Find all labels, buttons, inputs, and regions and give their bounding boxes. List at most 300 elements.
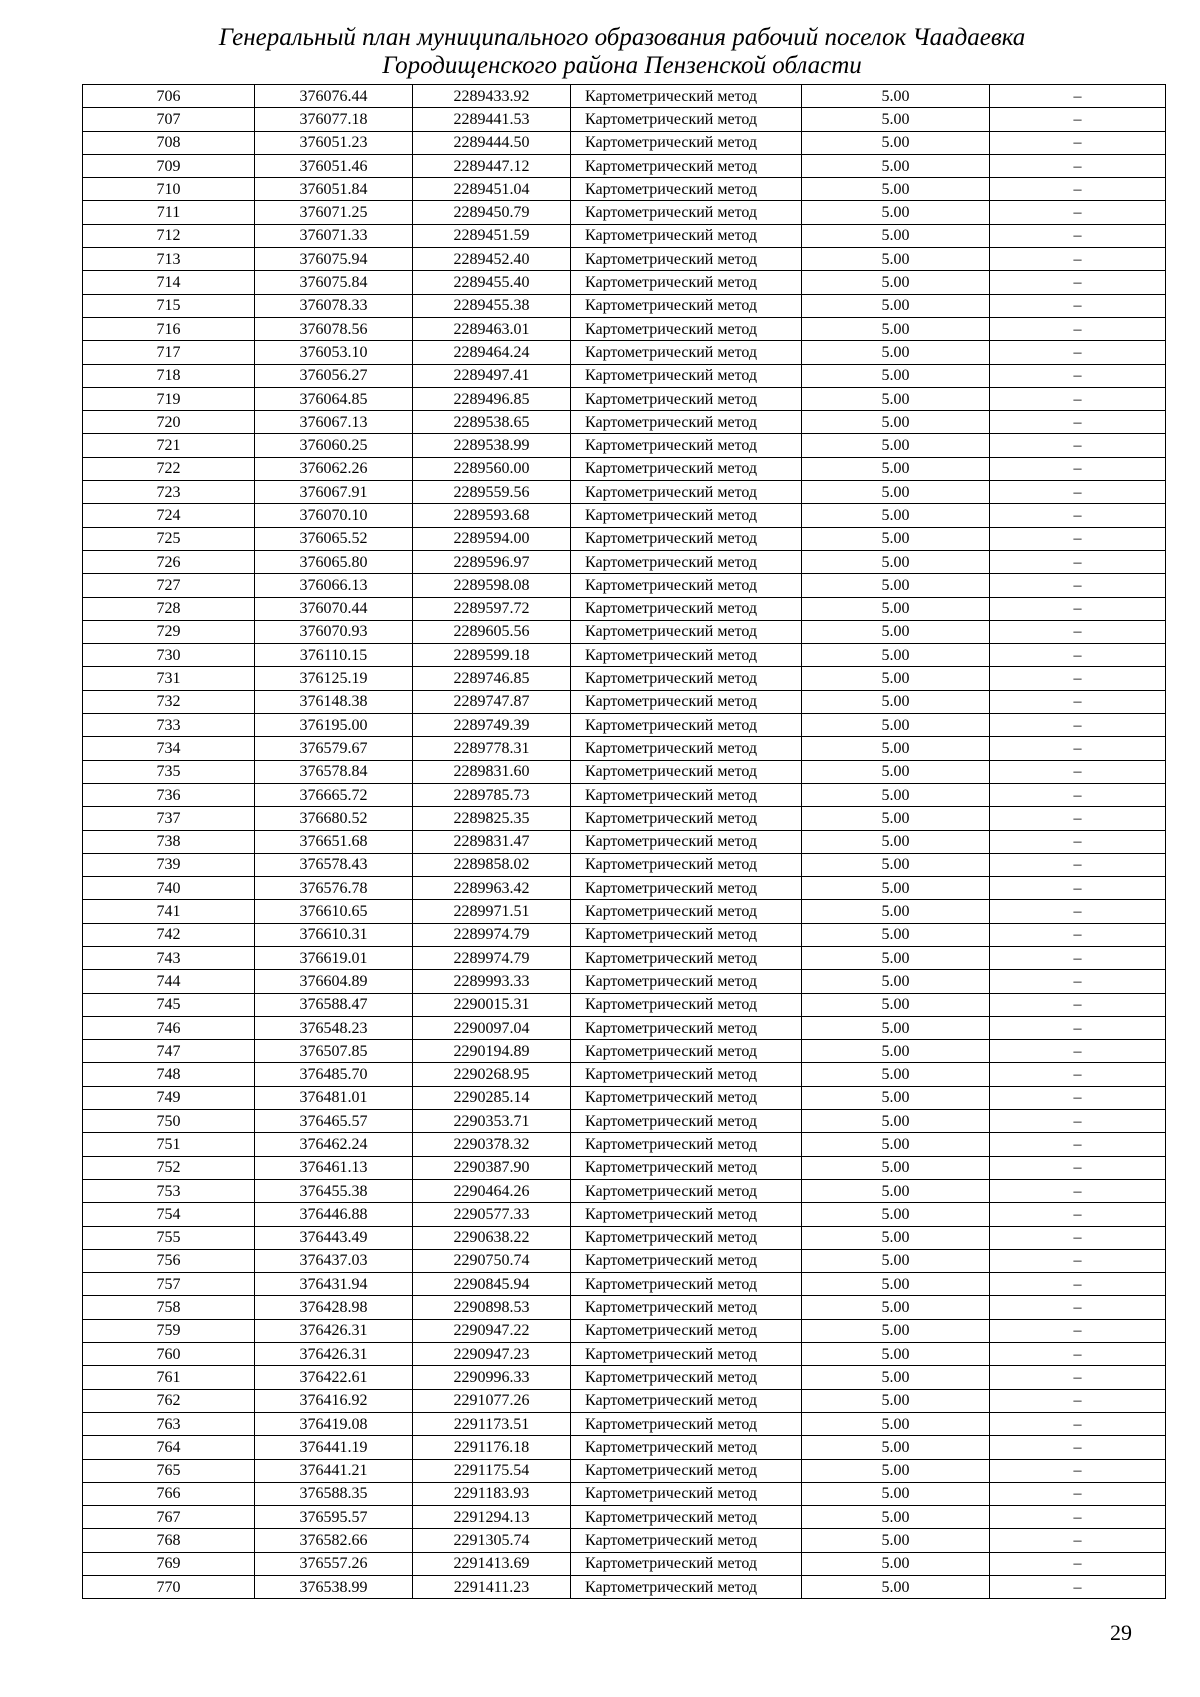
table-row [83, 248, 1166, 271]
table-row [83, 1506, 1166, 1529]
accuracy-cell: 5.00 [802, 411, 990, 434]
x-coordinate-cell: 376066.13 [255, 574, 413, 597]
method-cell: Картометрический метод [571, 1179, 802, 1202]
accuracy-cell: 5.00 [802, 341, 990, 364]
accuracy-cell: 5.00 [802, 108, 990, 131]
method-cell: Картометрический метод [571, 1343, 802, 1366]
note-cell: – [990, 1179, 1166, 1202]
x-coordinate-cell: 376455.38 [255, 1179, 413, 1202]
table-row [83, 1110, 1166, 1133]
point-number-cell: 734 [83, 737, 255, 760]
note-cell: – [990, 877, 1166, 900]
method-cell: Картометрический метод [571, 667, 802, 690]
y-coordinate-cell: 2289746.85 [413, 667, 571, 690]
method-cell: Картометрический метод [571, 1389, 802, 1412]
method-cell: Картометрический метод [571, 341, 802, 364]
method-cell: Картометрический метод [571, 597, 802, 620]
y-coordinate-cell: 2290097.04 [413, 1016, 571, 1039]
x-coordinate-cell: 376588.35 [255, 1482, 413, 1505]
x-coordinate-cell: 376070.44 [255, 597, 413, 620]
accuracy-cell: 5.00 [802, 993, 990, 1016]
y-coordinate-cell: 2289831.60 [413, 760, 571, 783]
x-coordinate-cell: 376077.18 [255, 108, 413, 131]
y-coordinate-cell: 2289451.59 [413, 224, 571, 247]
method-cell: Картометрический метод [571, 201, 802, 224]
point-number-cell: 729 [83, 620, 255, 643]
point-number-cell: 711 [83, 201, 255, 224]
accuracy-cell: 5.00 [802, 1273, 990, 1296]
table-row [83, 690, 1166, 713]
table-row [83, 481, 1166, 504]
table-row [83, 1296, 1166, 1319]
table-row [83, 807, 1166, 830]
y-coordinate-cell: 2289605.56 [413, 620, 571, 643]
note-cell: – [990, 457, 1166, 480]
page-number: 29 [1110, 1620, 1132, 1645]
method-cell: Картометрический метод [571, 131, 802, 154]
method-cell: Картометрический метод [571, 1552, 802, 1575]
method-cell: Картометрический метод [571, 411, 802, 434]
table-row [83, 877, 1166, 900]
point-number-cell: 740 [83, 877, 255, 900]
x-coordinate-cell: 376065.52 [255, 527, 413, 550]
point-number-cell: 706 [83, 85, 255, 108]
table-row [83, 154, 1166, 177]
x-coordinate-cell: 376071.33 [255, 224, 413, 247]
method-cell: Картометрический метод [571, 877, 802, 900]
x-coordinate-cell: 376065.80 [255, 550, 413, 573]
method-cell: Картометрический метод [571, 248, 802, 271]
accuracy-cell: 5.00 [802, 317, 990, 340]
y-coordinate-cell: 2290898.53 [413, 1296, 571, 1319]
note-cell: – [990, 714, 1166, 737]
method-cell: Картометрический метод [571, 1529, 802, 1552]
table-row [83, 923, 1166, 946]
note-cell: – [990, 1389, 1166, 1412]
point-number-cell: 716 [83, 317, 255, 340]
accuracy-cell: 5.00 [802, 690, 990, 713]
table-row [83, 434, 1166, 457]
accuracy-cell: 5.00 [802, 1436, 990, 1459]
method-cell: Картометрический метод [571, 481, 802, 504]
point-number-cell: 752 [83, 1156, 255, 1179]
y-coordinate-cell: 2289447.12 [413, 154, 571, 177]
accuracy-cell: 5.00 [802, 224, 990, 247]
method-cell: Картометрический метод [571, 1412, 802, 1435]
accuracy-cell: 5.00 [802, 364, 990, 387]
table-row [83, 737, 1166, 760]
point-number-cell: 739 [83, 853, 255, 876]
method-cell: Картометрический метод [571, 294, 802, 317]
note-cell: – [990, 131, 1166, 154]
table-row [83, 714, 1166, 737]
accuracy-cell: 5.00 [802, 1156, 990, 1179]
y-coordinate-cell: 2289451.04 [413, 178, 571, 201]
note-cell: – [990, 970, 1166, 993]
y-coordinate-cell: 2289963.42 [413, 877, 571, 900]
method-cell: Картометрический метод [571, 1249, 802, 1272]
y-coordinate-cell: 2290577.33 [413, 1203, 571, 1226]
note-cell: – [990, 85, 1166, 108]
method-cell: Картометрический метод [571, 178, 802, 201]
method-cell: Картометрический метод [571, 457, 802, 480]
accuracy-cell: 5.00 [802, 1133, 990, 1156]
table-row [83, 178, 1166, 201]
y-coordinate-cell: 2289831.47 [413, 830, 571, 853]
note-cell: – [990, 550, 1166, 573]
y-coordinate-cell: 2289858.02 [413, 853, 571, 876]
x-coordinate-cell: 376125.19 [255, 667, 413, 690]
method-cell: Картометрический метод [571, 1110, 802, 1133]
table-row [83, 760, 1166, 783]
y-coordinate-cell: 2291411.23 [413, 1576, 571, 1599]
method-cell: Картометрический метод [571, 1506, 802, 1529]
x-coordinate-cell: 376557.26 [255, 1552, 413, 1575]
table-row [83, 201, 1166, 224]
point-number-cell: 761 [83, 1366, 255, 1389]
method-cell: Картометрический метод [571, 946, 802, 969]
table-row [83, 1203, 1166, 1226]
point-number-cell: 753 [83, 1179, 255, 1202]
note-cell: – [990, 900, 1166, 923]
method-cell: Картометрический метод [571, 923, 802, 946]
accuracy-cell: 5.00 [802, 946, 990, 969]
y-coordinate-cell: 2289974.79 [413, 946, 571, 969]
accuracy-cell: 5.00 [802, 1296, 990, 1319]
accuracy-cell: 5.00 [802, 1412, 990, 1435]
y-coordinate-cell: 2289538.99 [413, 434, 571, 457]
point-number-cell: 730 [83, 644, 255, 667]
point-number-cell: 766 [83, 1482, 255, 1505]
accuracy-cell: 5.00 [802, 970, 990, 993]
x-coordinate-cell: 376075.94 [255, 248, 413, 271]
table-row [83, 993, 1166, 1016]
y-coordinate-cell: 2289463.01 [413, 317, 571, 340]
accuracy-cell: 5.00 [802, 481, 990, 504]
accuracy-cell: 5.00 [802, 783, 990, 806]
method-cell: Картометрический метод [571, 504, 802, 527]
point-number-cell: 721 [83, 434, 255, 457]
method-cell: Картометрический метод [571, 714, 802, 737]
point-number-cell: 747 [83, 1040, 255, 1063]
table-row [83, 1040, 1166, 1063]
note-cell: – [990, 620, 1166, 643]
method-cell: Картометрический метод [571, 807, 802, 830]
x-coordinate-cell: 376651.68 [255, 830, 413, 853]
y-coordinate-cell: 2289497.41 [413, 364, 571, 387]
accuracy-cell: 5.00 [802, 1040, 990, 1063]
method-cell: Картометрический метод [571, 1436, 802, 1459]
y-coordinate-cell: 2289749.39 [413, 714, 571, 737]
accuracy-cell: 5.00 [802, 1110, 990, 1133]
note-cell: – [990, 946, 1166, 969]
note-cell: – [990, 1459, 1166, 1482]
table-row [83, 1343, 1166, 1366]
x-coordinate-cell: 376051.84 [255, 178, 413, 201]
x-coordinate-cell: 376579.67 [255, 737, 413, 760]
point-number-cell: 755 [83, 1226, 255, 1249]
x-coordinate-cell: 376578.43 [255, 853, 413, 876]
accuracy-cell: 5.00 [802, 1506, 990, 1529]
point-number-cell: 756 [83, 1249, 255, 1272]
table-row [83, 527, 1166, 550]
y-coordinate-cell: 2289450.79 [413, 201, 571, 224]
x-coordinate-cell: 376426.31 [255, 1343, 413, 1366]
method-cell: Картометрический метод [571, 1366, 802, 1389]
x-coordinate-cell: 376110.15 [255, 644, 413, 667]
note-cell: – [990, 853, 1166, 876]
x-coordinate-cell: 376576.78 [255, 877, 413, 900]
x-coordinate-cell: 376462.24 [255, 1133, 413, 1156]
y-coordinate-cell: 2290353.71 [413, 1110, 571, 1133]
accuracy-cell: 5.00 [802, 131, 990, 154]
method-cell: Картометрический метод [571, 1296, 802, 1319]
accuracy-cell: 5.00 [802, 154, 990, 177]
point-number-cell: 762 [83, 1389, 255, 1412]
x-coordinate-cell: 376604.89 [255, 970, 413, 993]
method-cell: Картометрический метод [571, 783, 802, 806]
table-row [83, 620, 1166, 643]
table-row [83, 550, 1166, 573]
accuracy-cell: 5.00 [802, 201, 990, 224]
table-row [83, 597, 1166, 620]
accuracy-cell: 5.00 [802, 1576, 990, 1599]
y-coordinate-cell: 2289452.40 [413, 248, 571, 271]
method-cell: Картометрический метод [571, 1063, 802, 1086]
x-coordinate-cell: 376062.26 [255, 457, 413, 480]
y-coordinate-cell: 2291183.93 [413, 1482, 571, 1505]
table-row [83, 1156, 1166, 1179]
note-cell: – [990, 434, 1166, 457]
x-coordinate-cell: 376053.10 [255, 341, 413, 364]
y-coordinate-cell: 2290015.31 [413, 993, 571, 1016]
accuracy-cell: 5.00 [802, 1319, 990, 1342]
y-coordinate-cell: 2289433.92 [413, 85, 571, 108]
note-cell: – [990, 271, 1166, 294]
point-number-cell: 714 [83, 271, 255, 294]
note-cell: – [990, 1366, 1166, 1389]
accuracy-cell: 5.00 [802, 178, 990, 201]
point-number-cell: 732 [83, 690, 255, 713]
y-coordinate-cell: 2291176.18 [413, 1436, 571, 1459]
point-number-cell: 737 [83, 807, 255, 830]
point-number-cell: 749 [83, 1086, 255, 1109]
accuracy-cell: 5.00 [802, 457, 990, 480]
accuracy-cell: 5.00 [802, 550, 990, 573]
y-coordinate-cell: 2289444.50 [413, 131, 571, 154]
point-number-cell: 712 [83, 224, 255, 247]
table-row [83, 411, 1166, 434]
note-cell: – [990, 154, 1166, 177]
table-row [83, 1436, 1166, 1459]
accuracy-cell: 5.00 [802, 877, 990, 900]
table-row [83, 1389, 1166, 1412]
method-cell: Картометрический метод [571, 690, 802, 713]
accuracy-cell: 5.00 [802, 1389, 990, 1412]
note-cell: – [990, 644, 1166, 667]
point-number-cell: 759 [83, 1319, 255, 1342]
point-number-cell: 733 [83, 714, 255, 737]
x-coordinate-cell: 376416.92 [255, 1389, 413, 1412]
note-cell: – [990, 667, 1166, 690]
table-row [83, 317, 1166, 340]
y-coordinate-cell: 2290387.90 [413, 1156, 571, 1179]
x-coordinate-cell: 376680.52 [255, 807, 413, 830]
y-coordinate-cell: 2289599.18 [413, 644, 571, 667]
table-row [83, 341, 1166, 364]
point-number-cell: 717 [83, 341, 255, 364]
note-cell: – [990, 1226, 1166, 1249]
x-coordinate-cell: 376665.72 [255, 783, 413, 806]
accuracy-cell: 5.00 [802, 504, 990, 527]
note-cell: – [990, 1412, 1166, 1435]
x-coordinate-cell: 376538.99 [255, 1576, 413, 1599]
y-coordinate-cell: 2290378.32 [413, 1133, 571, 1156]
x-coordinate-cell: 376078.33 [255, 294, 413, 317]
y-coordinate-cell: 2289594.00 [413, 527, 571, 550]
note-cell: – [990, 504, 1166, 527]
method-cell: Картометрический метод [571, 387, 802, 410]
method-cell: Картометрический метод [571, 1203, 802, 1226]
x-coordinate-cell: 376578.84 [255, 760, 413, 783]
x-coordinate-cell: 376437.03 [255, 1249, 413, 1272]
y-coordinate-cell: 2289593.68 [413, 504, 571, 527]
method-cell: Картометрический метод [571, 1273, 802, 1296]
x-coordinate-cell: 376507.85 [255, 1040, 413, 1063]
point-number-cell: 751 [83, 1133, 255, 1156]
accuracy-cell: 5.00 [802, 1016, 990, 1039]
note-cell: – [990, 1529, 1166, 1552]
accuracy-cell: 5.00 [802, 737, 990, 760]
point-number-cell: 769 [83, 1552, 255, 1575]
table-row [83, 1086, 1166, 1109]
method-cell: Картометрический метод [571, 644, 802, 667]
x-coordinate-cell: 376070.10 [255, 504, 413, 527]
table-row [83, 1366, 1166, 1389]
y-coordinate-cell: 2289560.00 [413, 457, 571, 480]
point-number-cell: 707 [83, 108, 255, 131]
table-row [83, 1552, 1166, 1575]
y-coordinate-cell: 2289785.73 [413, 783, 571, 806]
note-cell: – [990, 411, 1166, 434]
x-coordinate-cell: 376067.91 [255, 481, 413, 504]
y-coordinate-cell: 2289778.31 [413, 737, 571, 760]
note-cell: – [990, 1133, 1166, 1156]
method-cell: Картометрический метод [571, 737, 802, 760]
point-number-cell: 748 [83, 1063, 255, 1086]
accuracy-cell: 5.00 [802, 1249, 990, 1272]
table-row [83, 131, 1166, 154]
method-cell: Картометрический метод [571, 317, 802, 340]
accuracy-cell: 5.00 [802, 1203, 990, 1226]
method-cell: Картометрический метод [571, 224, 802, 247]
table-row [83, 667, 1166, 690]
table-row [83, 364, 1166, 387]
table-row [83, 853, 1166, 876]
point-number-cell: 710 [83, 178, 255, 201]
accuracy-cell: 5.00 [802, 900, 990, 923]
table-row [83, 271, 1166, 294]
x-coordinate-cell: 376056.27 [255, 364, 413, 387]
method-cell: Картометрический метод [571, 364, 802, 387]
table-row [83, 1459, 1166, 1482]
accuracy-cell: 5.00 [802, 85, 990, 108]
note-cell: – [990, 1016, 1166, 1039]
note-cell: – [990, 1203, 1166, 1226]
table-row [83, 1179, 1166, 1202]
point-number-cell: 743 [83, 946, 255, 969]
y-coordinate-cell: 2291294.13 [413, 1506, 571, 1529]
point-number-cell: 725 [83, 527, 255, 550]
table-row [83, 1412, 1166, 1435]
note-cell: – [990, 481, 1166, 504]
point-number-cell: 728 [83, 597, 255, 620]
x-coordinate-cell: 376428.98 [255, 1296, 413, 1319]
table-row [83, 504, 1166, 527]
x-coordinate-cell: 376075.84 [255, 271, 413, 294]
method-cell: Картометрический метод [571, 108, 802, 131]
header-line-1: Генеральный план муниципального образования рабочий поселок Чаадаевка [218, 24, 1026, 51]
x-coordinate-cell: 376485.70 [255, 1063, 413, 1086]
note-cell: – [990, 1343, 1166, 1366]
point-number-cell: 746 [83, 1016, 255, 1039]
point-number-cell: 727 [83, 574, 255, 597]
point-number-cell: 723 [83, 481, 255, 504]
point-number-cell: 708 [83, 131, 255, 154]
y-coordinate-cell: 2289971.51 [413, 900, 571, 923]
x-coordinate-cell: 376461.13 [255, 1156, 413, 1179]
point-number-cell: 754 [83, 1203, 255, 1226]
x-coordinate-cell: 376426.31 [255, 1319, 413, 1342]
y-coordinate-cell: 2289455.40 [413, 271, 571, 294]
note-cell: – [990, 830, 1166, 853]
accuracy-cell: 5.00 [802, 644, 990, 667]
y-coordinate-cell: 2289825.35 [413, 807, 571, 830]
coordinates-table-body [83, 85, 1166, 1599]
x-coordinate-cell: 376619.01 [255, 946, 413, 969]
note-cell: – [990, 1319, 1166, 1342]
table-row [83, 387, 1166, 410]
table-row [83, 1273, 1166, 1296]
table-row [83, 457, 1166, 480]
y-coordinate-cell: 2290947.23 [413, 1343, 571, 1366]
note-cell: – [990, 1296, 1166, 1319]
point-number-cell: 744 [83, 970, 255, 993]
x-coordinate-cell: 376588.47 [255, 993, 413, 1016]
method-cell: Картометрический метод [571, 1156, 802, 1179]
method-cell: Картометрический метод [571, 1016, 802, 1039]
x-coordinate-cell: 376148.38 [255, 690, 413, 713]
table-row [83, 1226, 1166, 1249]
accuracy-cell: 5.00 [802, 434, 990, 457]
y-coordinate-cell: 2290194.89 [413, 1040, 571, 1063]
x-coordinate-cell: 376481.01 [255, 1086, 413, 1109]
method-cell: Картометрический метод [571, 1482, 802, 1505]
table-row [83, 1016, 1166, 1039]
method-cell: Картометрический метод [571, 85, 802, 108]
method-cell: Картометрический метод [571, 1459, 802, 1482]
note-cell: – [990, 248, 1166, 271]
method-cell: Картометрический метод [571, 1133, 802, 1156]
method-cell: Картометрический метод [571, 550, 802, 573]
note-cell: – [990, 737, 1166, 760]
method-cell: Картометрический метод [571, 970, 802, 993]
table-row [83, 85, 1166, 108]
y-coordinate-cell: 2290285.14 [413, 1086, 571, 1109]
accuracy-cell: 5.00 [802, 387, 990, 410]
note-cell: – [990, 294, 1166, 317]
accuracy-cell: 5.00 [802, 1063, 990, 1086]
